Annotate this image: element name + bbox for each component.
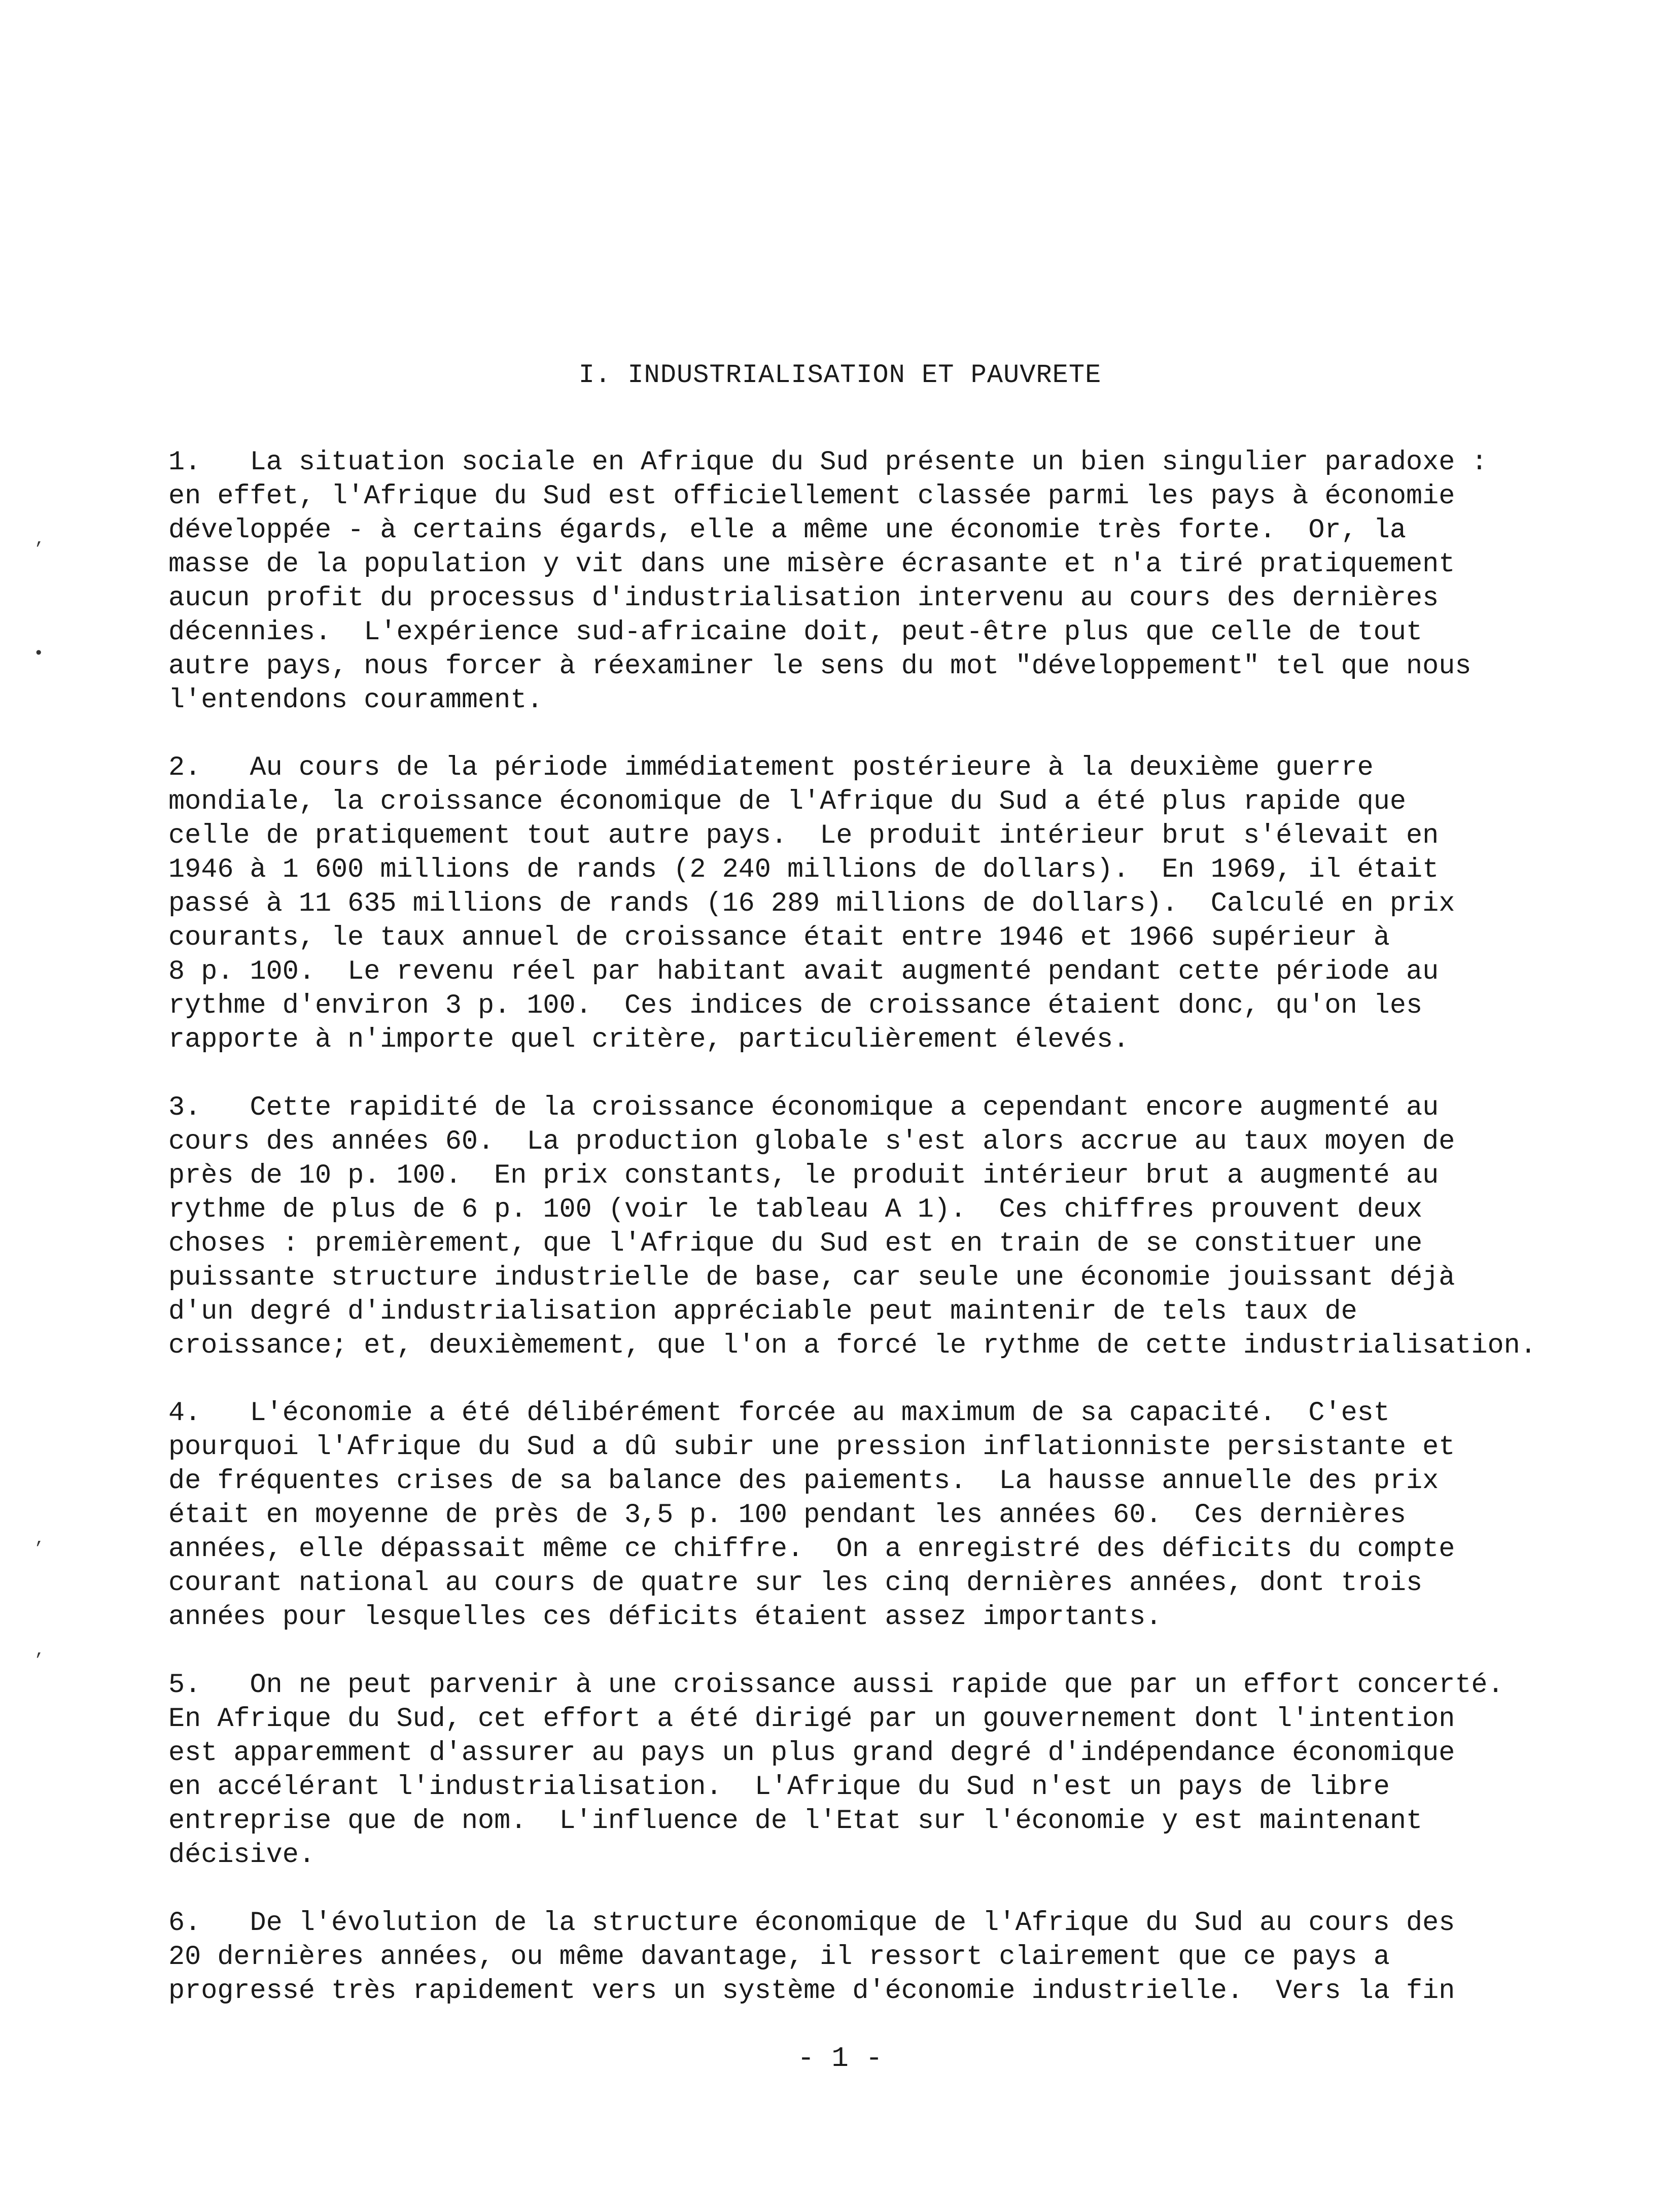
text-line: 2. Au cours de la période immédiatement postérieure à la deuxième guerre: [168, 752, 1374, 783]
text-line: mondiale, la croissance économique de l'Afrique du Sud a été plus rapide que: [168, 786, 1406, 817]
text-line: courant national au cours de quatre sur les cinq dernières années, dont trois: [168, 1568, 1423, 1599]
margin-mark: ’: [33, 540, 44, 560]
section-heading: I. INDUSTRIALISATION ET PAUVRETE: [578, 360, 1102, 390]
text-line: 4. L'économie a été délibérément forcée au maximum de sa capacité. C'est: [168, 1398, 1390, 1429]
text-line: 8 p. 100. Le revenu réel par habitant avait augmenté pendant cette période au: [168, 956, 1439, 987]
text-line: En Afrique du Sud, cet effort a été dirigé par un gouvernement dont l'intention: [168, 1704, 1455, 1735]
text-line: rapporte à n'importe quel critère, particulièrement élevés.: [168, 1024, 1130, 1055]
text-line: l'entendons couramment.: [168, 685, 543, 716]
text-line: masse de la population y vit dans une misère écrasante et n'a tiré pratiquement: [168, 549, 1455, 580]
text-line: de fréquentes crises de sa balance des paiements. La hausse annuelle des prix: [168, 1466, 1439, 1497]
text-line: croissance; et, deuxièmement, que l'on a forcé le rythme de cette industrialisation.: [168, 1330, 1536, 1361]
text-line: 1946 à 1 600 millions de rands (2 240 millions de dollars). En 1969, il était: [168, 854, 1439, 885]
text-line: décisive.: [168, 1840, 315, 1871]
text-line: décennies. L'expérience sud-africaine doit, peut-être plus que celle de tout: [168, 617, 1423, 648]
paragraph-5: [168, 1668, 1589, 1872]
text-line: puissante structure industrielle de base, car seule une économie jouissant déjà: [168, 1262, 1455, 1293]
margin-mark: ’: [33, 1540, 44, 1559]
text-line: courants, le taux annuel de croissance était entre 1946 et 1966 supérieur à: [168, 922, 1390, 953]
paragraph-6: [168, 1906, 1589, 2008]
text-line: développée - à certains égards, elle a même une économie très forte. Or, la: [168, 515, 1406, 546]
text-line: 1. La situation sociale en Afrique du Sud présente un bien singulier paradoxe :: [168, 447, 1488, 478]
text-line: rythme d'environ 3 p. 100. Ces indices de croissance étaient donc, qu'on les: [168, 990, 1423, 1021]
paragraph-4: [168, 1396, 1589, 1634]
text-line: 6. De l'évolution de la structure économique de l'Afrique du Sud au cours des: [168, 1908, 1455, 1939]
text-line: autre pays, nous forcer à réexaminer le sens du mot "développement" tel que nous: [168, 651, 1472, 682]
margin-mark: ’: [33, 1651, 44, 1671]
text-line: pourquoi l'Afrique du Sud a dû subir une pression inflationniste persistante et: [168, 1432, 1455, 1463]
text-line: entreprise que de nom. L'influence de l'Etat sur l'économie y est maintenant: [168, 1806, 1423, 1837]
text-line: est apparemment d'assurer au pays un plus grand degré d'indépendance économique: [168, 1738, 1455, 1769]
text-line: choses : premièrement, que l'Afrique du Sud est en train de se constituer une: [168, 1228, 1423, 1259]
text-line: 20 dernières années, ou même davantage, il ressort clairement que ce pays a: [168, 1942, 1390, 1973]
text-line: d'un degré d'industrialisation appréciable peut maintenir de tels taux de: [168, 1296, 1357, 1327]
paragraph-1: [168, 445, 1589, 717]
text-line: en accélérant l'industrialisation. L'Afrique du Sud n'est un pays de libre: [168, 1772, 1390, 1803]
text-line: celle de pratiquement tout autre pays. Le produit intérieur brut s'élevait en: [168, 820, 1439, 851]
text-line: aucun profit du processus d'industrialisation intervenu au cours des dernières: [168, 583, 1439, 614]
paragraph-2: [168, 751, 1589, 1057]
text-line: près de 10 p. 100. En prix constants, le produit intérieur brut a augmenté au: [168, 1160, 1439, 1191]
text-line: progressé très rapidement vers un système d'économie industrielle. Vers la fin: [168, 1976, 1455, 2007]
page-number: - 1 -: [797, 2042, 883, 2075]
text-line: rythme de plus de 6 p. 100 (voir le tableau A 1). Ces chiffres prouvent deux: [168, 1194, 1423, 1225]
text-line: années pour lesquelles ces déficits étaient assez importants.: [168, 1602, 1162, 1633]
margin-mark: •: [33, 644, 44, 664]
text-line: 5. On ne peut parvenir à une croissance aussi rapide que par un effort concerté.: [168, 1670, 1504, 1701]
text-line: était en moyenne de près de 3,5 p. 100 pendant les années 60. Ces dernières: [168, 1500, 1406, 1531]
text-line: années, elle dépassait même ce chiffre. On a enregistré des déficits du compte: [168, 1534, 1455, 1565]
text-line: en effet, l'Afrique du Sud est officiellement classée parmi les pays à économie: [168, 481, 1455, 512]
paragraph-3: [168, 1091, 1589, 1363]
text-line: passé à 11 635 millions de rands (16 289 millions de dollars). Calculé en prix: [168, 888, 1455, 919]
text-line: cours des années 60. La production globale s'est alors accrue au taux moyen de: [168, 1126, 1455, 1157]
text-line: 3. Cette rapidité de la croissance économique a cependant encore augmenté au: [168, 1092, 1439, 1123]
